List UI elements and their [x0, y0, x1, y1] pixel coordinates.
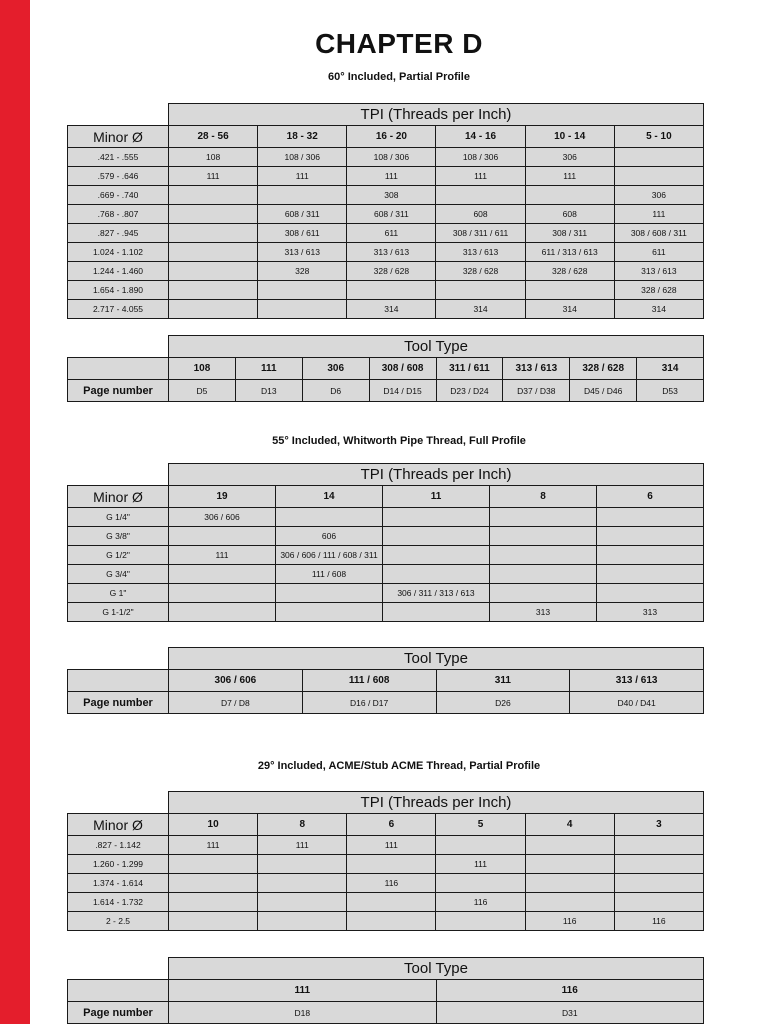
- page-number-cell: D16 / D17: [302, 692, 436, 714]
- tool-cell: 328: [258, 262, 347, 281]
- chapter-title: CHAPTER D: [315, 28, 483, 59]
- tool-cell: 328 / 628: [525, 262, 614, 281]
- tool-cell: 313: [597, 603, 704, 622]
- table-row: [68, 205, 704, 224]
- tool-cell: [169, 186, 258, 205]
- minor-diameter-range: 1.244 - 1.460: [68, 262, 169, 281]
- page-number-cell: D14 / D15: [369, 380, 436, 402]
- tool-cell: [169, 205, 258, 224]
- page-number-cell: D31: [436, 1002, 704, 1024]
- table-row: [68, 243, 704, 262]
- tool-cell: [525, 874, 614, 893]
- tool-cell: [490, 584, 597, 603]
- table-row: [68, 300, 704, 319]
- tpi-column-header: 14: [276, 486, 383, 508]
- page-number-cell: D37 / D38: [503, 380, 570, 402]
- tool-cell: [169, 603, 276, 622]
- tool-cell: 111: [347, 836, 436, 855]
- tool-type-column-header: 111: [169, 980, 437, 1002]
- section-subtitle: 29° Included, ACME/Stub ACME Thread, Partial Profile: [257, 760, 541, 772]
- tool-type-header: Tool Type: [169, 958, 704, 980]
- tool-cell: 308 / 611: [258, 224, 347, 243]
- tool-cell: 328 / 628: [436, 262, 525, 281]
- tool-type-column-header: 311 / 611: [436, 358, 503, 380]
- table-corner-blank: [68, 792, 169, 814]
- tpi-group-header: TPI (Threads per Inch): [169, 464, 704, 486]
- minor-diameter-range: .827 - .945: [68, 224, 169, 243]
- page-number-label: Page number: [68, 1002, 169, 1024]
- tool-type-column-header: 308 / 608: [369, 358, 436, 380]
- tool-cell: 314: [347, 300, 436, 319]
- tpi-table: [67, 463, 704, 622]
- table-row: [68, 912, 704, 931]
- tool-type-column-header: 328 / 628: [570, 358, 637, 380]
- page-number-cell: D6: [302, 380, 369, 402]
- tpi-column-header: 4: [525, 814, 614, 836]
- tool-cell: 313: [490, 603, 597, 622]
- tool-cell: 111: [169, 167, 258, 186]
- table-row: [68, 262, 704, 281]
- table-row: [68, 836, 704, 855]
- tpi-column-header: 10 - 14: [525, 126, 614, 148]
- tool-cell: [347, 912, 436, 931]
- tool-type-table: [67, 647, 704, 714]
- tpi-table: [67, 791, 704, 931]
- tool-cell: [258, 912, 347, 931]
- tool-cell: [276, 584, 383, 603]
- tool-cell: 608 / 311: [258, 205, 347, 224]
- minor-diameter-range: G 1/4": [68, 508, 169, 527]
- page-number-cell: D53: [637, 380, 704, 402]
- tool-cell: [169, 912, 258, 931]
- tool-cell: [525, 855, 614, 874]
- tool-cell: 313 / 613: [258, 243, 347, 262]
- tpi-column-header: 5: [436, 814, 525, 836]
- tool-cell: [169, 893, 258, 912]
- tool-cell: [614, 148, 703, 167]
- tool-cell: [597, 546, 704, 565]
- tool-cell: [169, 527, 276, 546]
- minor-diameter-range: G 1": [68, 584, 169, 603]
- tool-cell: [347, 281, 436, 300]
- tpi-column-header: 11: [383, 486, 490, 508]
- tool-cell: 108 / 306: [258, 148, 347, 167]
- tool-cell: [169, 262, 258, 281]
- tool-type-column-header: 306 / 606: [169, 670, 303, 692]
- tool-cell: [614, 893, 703, 912]
- tool-cell: [490, 546, 597, 565]
- tool-cell: 313 / 613: [436, 243, 525, 262]
- table-row: [68, 584, 704, 603]
- tpi-column-header: 14 - 16: [436, 126, 525, 148]
- tool-type-column-header: 311: [436, 670, 570, 692]
- tool-cell: [436, 912, 525, 931]
- tool-cell: [383, 565, 490, 584]
- tool-cell: 611 / 313 / 613: [525, 243, 614, 262]
- tool-type-column-header: 306: [302, 358, 369, 380]
- minor-diameter-range: G 3/8": [68, 527, 169, 546]
- tool-cell: [258, 186, 347, 205]
- table-corner-cell: [68, 358, 169, 380]
- table-row: [68, 186, 704, 205]
- tool-cell: [525, 836, 614, 855]
- tool-type-column-header: 111 / 608: [302, 670, 436, 692]
- tpi-column-header: 28 - 56: [169, 126, 258, 148]
- page-number-cell: D13: [235, 380, 302, 402]
- tool-cell: 111: [347, 167, 436, 186]
- tool-cell: 308: [347, 186, 436, 205]
- tool-cell: 306 / 311 / 313 / 613: [383, 584, 490, 603]
- minor-diameter-range: 2 - 2.5: [68, 912, 169, 931]
- tool-cell: 306: [614, 186, 703, 205]
- table-row: [68, 603, 704, 622]
- table-corner-blank: [68, 958, 169, 980]
- table-row: [68, 1002, 704, 1024]
- table-row: [68, 380, 704, 402]
- tool-cell: [490, 527, 597, 546]
- tool-cell: 111: [525, 167, 614, 186]
- tool-cell: 111 / 608: [276, 565, 383, 584]
- tool-cell: [597, 584, 704, 603]
- tool-cell: 608: [525, 205, 614, 224]
- tool-cell: [258, 281, 347, 300]
- minor-diameter-range: G 1/2": [68, 546, 169, 565]
- minor-diameter-header: Minor Ø: [68, 814, 169, 836]
- tool-cell: [525, 186, 614, 205]
- minor-diameter-range: 1.654 - 1.890: [68, 281, 169, 300]
- tool-cell: [597, 527, 704, 546]
- tool-cell: 328 / 628: [347, 262, 436, 281]
- tool-cell: 111: [614, 205, 703, 224]
- tool-cell: 111: [169, 836, 258, 855]
- page-number-cell: D40 / D41: [570, 692, 704, 714]
- tool-cell: [169, 281, 258, 300]
- tpi-column-header: 18 - 32: [258, 126, 347, 148]
- tool-cell: [490, 508, 597, 527]
- tool-cell: [614, 836, 703, 855]
- table-row: [68, 565, 704, 584]
- table-row: [68, 508, 704, 527]
- table-corner-blank: [68, 648, 169, 670]
- tool-cell: 306 / 606: [169, 508, 276, 527]
- tool-cell: [383, 508, 490, 527]
- red-margin-bar: [0, 0, 30, 1024]
- tool-cell: [436, 836, 525, 855]
- tpi-column-header: 8: [490, 486, 597, 508]
- page-number-cell: D5: [169, 380, 236, 402]
- tool-cell: 308 / 311 / 611: [436, 224, 525, 243]
- tool-type-column-header: 108: [169, 358, 236, 380]
- tool-cell: [276, 603, 383, 622]
- tool-type-column-header: 116: [436, 980, 704, 1002]
- tool-cell: 611: [614, 243, 703, 262]
- tool-cell: 108 / 306: [347, 148, 436, 167]
- table-row: [68, 874, 704, 893]
- minor-diameter-range: .827 - 1.142: [68, 836, 169, 855]
- tool-cell: [169, 565, 276, 584]
- tpi-column-header: 16 - 20: [347, 126, 436, 148]
- tool-cell: 306 / 606 / 111 / 608 / 311: [276, 546, 383, 565]
- tool-cell: 308 / 311: [525, 224, 614, 243]
- page-number-cell: D7 / D8: [169, 692, 303, 714]
- minor-diameter-range: 2.717 - 4.055: [68, 300, 169, 319]
- table-corner-cell: [68, 980, 169, 1002]
- tool-type-column-header: 314: [637, 358, 704, 380]
- tool-type-column-header: 313 / 613: [570, 670, 704, 692]
- tool-cell: [347, 855, 436, 874]
- tool-type-column-header: 313 / 613: [503, 358, 570, 380]
- tool-cell: 313 / 613: [347, 243, 436, 262]
- minor-diameter-range: .768 - .807: [68, 205, 169, 224]
- tool-type-table: [67, 335, 704, 402]
- table-corner-cell: [68, 670, 169, 692]
- tool-cell: 611: [347, 224, 436, 243]
- tool-cell: 111: [258, 836, 347, 855]
- tpi-column-header: 6: [347, 814, 436, 836]
- minor-diameter-range: .669 - .740: [68, 186, 169, 205]
- page-number-cell: D18: [169, 1002, 437, 1024]
- tool-cell: 328 / 628: [614, 281, 703, 300]
- page-number-label: Page number: [68, 692, 169, 714]
- tool-cell: [383, 603, 490, 622]
- minor-diameter-range: 1.024 - 1.102: [68, 243, 169, 262]
- tool-cell: 111: [436, 855, 525, 874]
- table-row: [68, 527, 704, 546]
- tool-cell: [169, 874, 258, 893]
- page-number-cell: D26: [436, 692, 570, 714]
- minor-diameter-range: .579 - .646: [68, 167, 169, 186]
- tool-cell: 116: [436, 893, 525, 912]
- tool-type-column-header: 111: [235, 358, 302, 380]
- tool-cell: [597, 565, 704, 584]
- table-row: [68, 224, 704, 243]
- tool-cell: [525, 281, 614, 300]
- tpi-group-header: TPI (Threads per Inch): [169, 792, 704, 814]
- tool-cell: 111: [169, 546, 276, 565]
- tpi-column-header: 5 - 10: [614, 126, 703, 148]
- tool-cell: [258, 855, 347, 874]
- tool-cell: 108 / 306: [436, 148, 525, 167]
- table-corner-blank: [68, 464, 169, 486]
- tool-cell: [347, 893, 436, 912]
- page-number-label: Page number: [68, 380, 169, 402]
- tool-cell: [169, 855, 258, 874]
- tool-cell: 314: [525, 300, 614, 319]
- table-row: [68, 281, 704, 300]
- tool-cell: [436, 874, 525, 893]
- tpi-table: [67, 103, 704, 319]
- tool-cell: 606: [276, 527, 383, 546]
- minor-diameter-header: Minor Ø: [68, 126, 169, 148]
- tool-cell: 608: [436, 205, 525, 224]
- page-number-cell: D23 / D24: [436, 380, 503, 402]
- section-subtitle: 55° Included, Whitworth Pipe Thread, Full Profile: [272, 435, 526, 447]
- tool-cell: [614, 855, 703, 874]
- tool-cell: 116: [614, 912, 703, 931]
- tool-cell: [614, 167, 703, 186]
- table-corner-blank: [68, 104, 169, 126]
- tool-cell: [169, 224, 258, 243]
- tool-cell: 116: [525, 912, 614, 931]
- section-subtitle: 60° Included, Partial Profile: [328, 71, 470, 83]
- tool-cell: [258, 893, 347, 912]
- tool-cell: 313 / 613: [614, 262, 703, 281]
- tpi-group-header: TPI (Threads per Inch): [169, 104, 704, 126]
- table-row: [68, 546, 704, 565]
- page-number-cell: D45 / D46: [570, 380, 637, 402]
- tool-cell: 111: [436, 167, 525, 186]
- tool-cell: [436, 186, 525, 205]
- tool-cell: [258, 874, 347, 893]
- table-row: [68, 855, 704, 874]
- minor-diameter-range: 1.260 - 1.299: [68, 855, 169, 874]
- tool-cell: 308 / 608 / 311: [614, 224, 703, 243]
- tool-cell: 608 / 311: [347, 205, 436, 224]
- tool-cell: [258, 300, 347, 319]
- tool-cell: 116: [347, 874, 436, 893]
- tool-cell: [276, 508, 383, 527]
- tpi-column-header: 10: [169, 814, 258, 836]
- minor-diameter-range: 1.374 - 1.614: [68, 874, 169, 893]
- tool-cell: [383, 527, 490, 546]
- tool-type-table: [67, 957, 704, 1024]
- tool-cell: 108: [169, 148, 258, 167]
- table-row: [68, 692, 704, 714]
- table-corner-blank: [68, 336, 169, 358]
- minor-diameter-range: G 1-1/2": [68, 603, 169, 622]
- table-row: [68, 893, 704, 912]
- tool-cell: [169, 300, 258, 319]
- tool-cell: 314: [436, 300, 525, 319]
- table-row: [68, 148, 704, 167]
- table-row: [68, 167, 704, 186]
- tool-cell: [525, 893, 614, 912]
- tool-cell: 306: [525, 148, 614, 167]
- tpi-column-header: 6: [597, 486, 704, 508]
- tool-cell: [383, 546, 490, 565]
- minor-diameter-header: Minor Ø: [68, 486, 169, 508]
- tool-type-header: Tool Type: [169, 648, 704, 670]
- tool-cell: 111: [258, 167, 347, 186]
- tool-cell: [436, 281, 525, 300]
- tool-cell: [169, 243, 258, 262]
- minor-diameter-range: G 3/4": [68, 565, 169, 584]
- tool-type-header: Tool Type: [169, 336, 704, 358]
- minor-diameter-range: .421 - .555: [68, 148, 169, 167]
- tpi-column-header: 3: [614, 814, 703, 836]
- tool-cell: 314: [614, 300, 703, 319]
- tpi-column-header: 19: [169, 486, 276, 508]
- tool-cell: [490, 565, 597, 584]
- tool-cell: [614, 874, 703, 893]
- tpi-column-header: 8: [258, 814, 347, 836]
- tool-cell: [169, 584, 276, 603]
- minor-diameter-range: 1.614 - 1.732: [68, 893, 169, 912]
- tool-cell: [597, 508, 704, 527]
